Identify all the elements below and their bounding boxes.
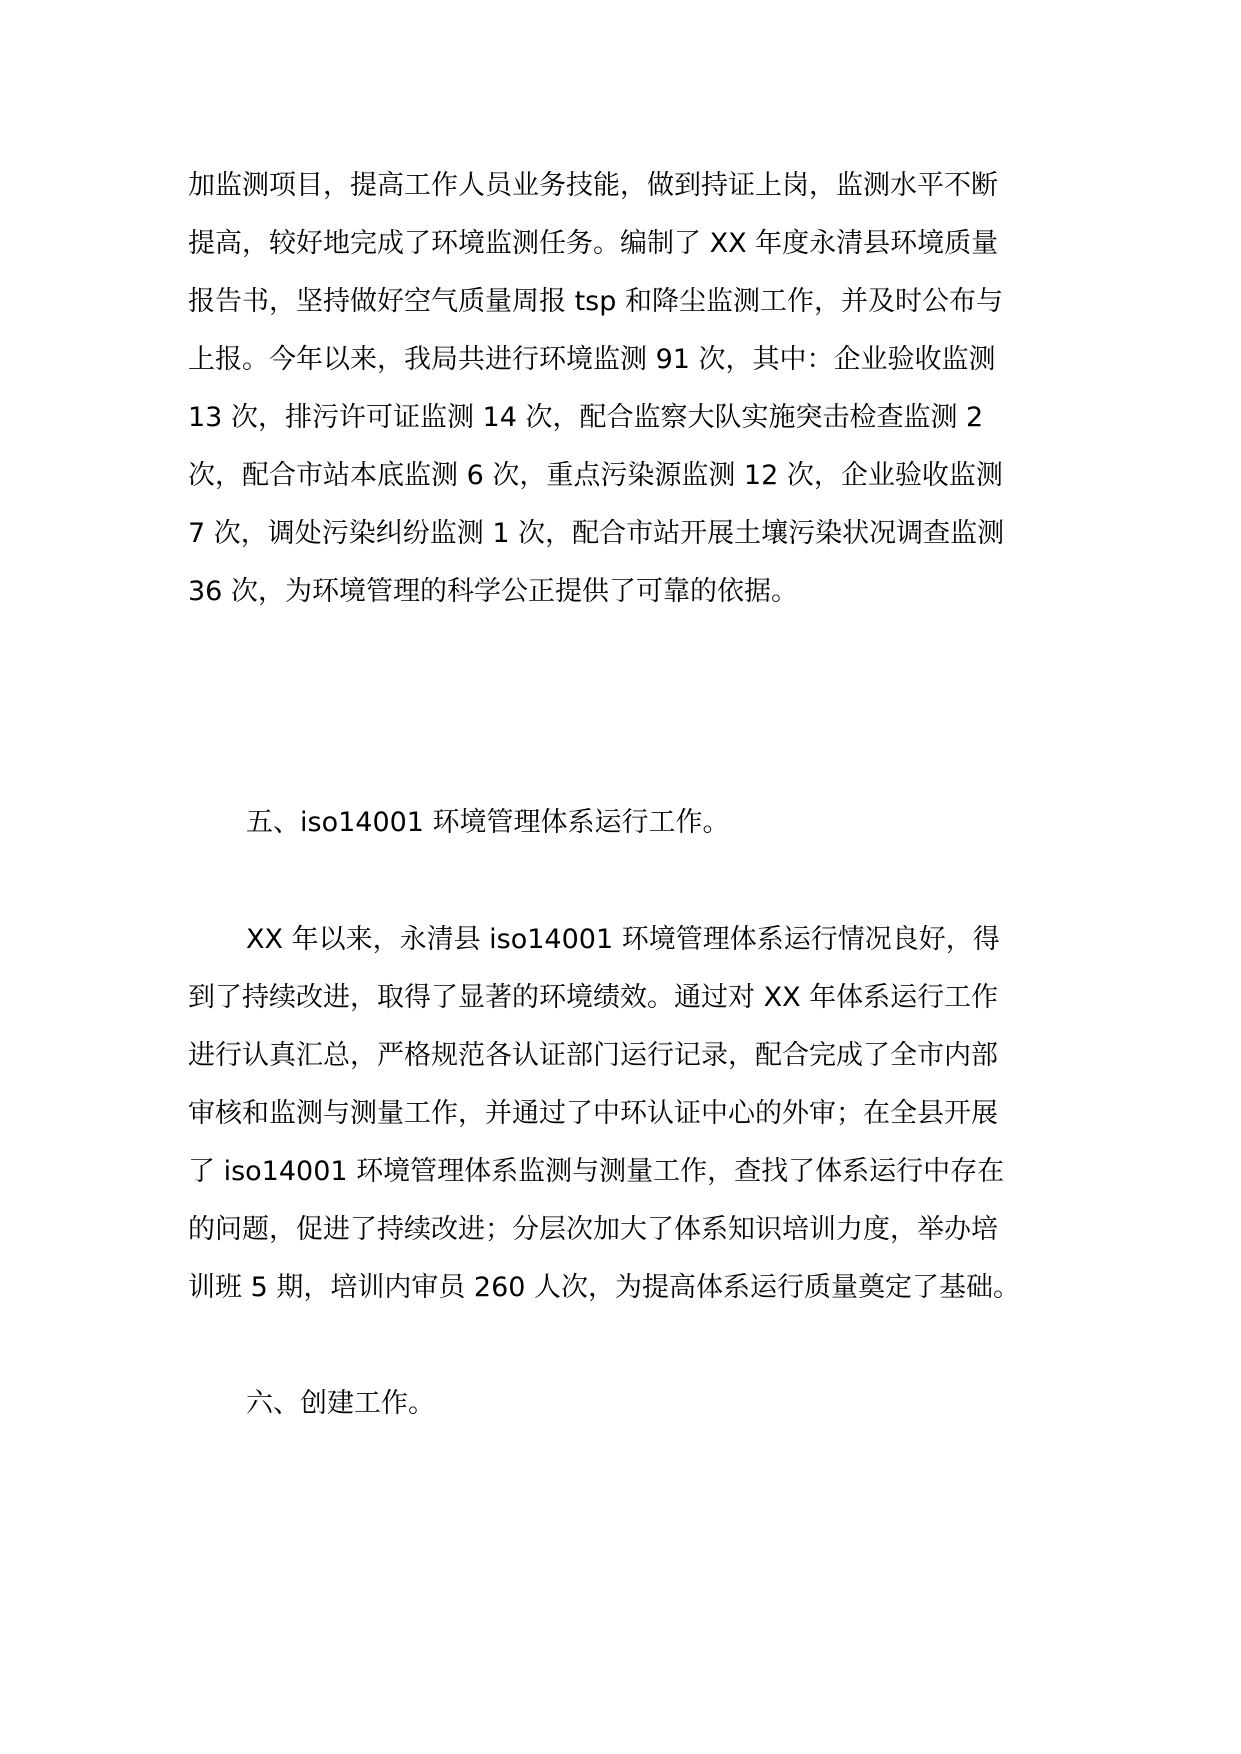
- paragraph-2-line-6: 的问题，促进了持续改进；分层次加大了体系知识培训力度，举办培: [188, 1214, 998, 1245]
- paragraph-2-line-1: XX 年以来，永清县 iso14001 环境管理体系运行情况良好，得: [246, 924, 1000, 955]
- paragraph-1-line-3: 报告书，坚持做好空气质量周报 tsp 和降尘监测工作，并及时公布与: [188, 286, 1003, 317]
- paragraph-1-line-1: 加监测项目，提高工作人员业务技能，做到持证上岗，监测水平不断: [188, 170, 998, 201]
- paragraph-2-line-4: 审核和监测与测量工作，并通过了中环认证中心的外审；在全县开展: [188, 1098, 998, 1129]
- paragraph-1-line-5: 13 次，排污许可证监测 14 次，配合监察大队实施突击检查监测 2: [188, 402, 984, 433]
- paragraph-2-line-7: 训班 5 期，培训内审员 260 人次，为提高体系运行质量奠定了基础。: [188, 1272, 1021, 1303]
- section-heading-6: 六、创建工作。: [246, 1388, 435, 1419]
- paragraph-1-line-4: 上报。今年以来，我局共进行环境监测 91 次，其中：企业验收监测: [188, 344, 996, 375]
- paragraph-1-line-7: 7 次，调处污染纠纷监测 1 次，配合市站开展土壤污染状况调查监测: [188, 518, 1005, 549]
- paragraph-1-line-2: 提高，较好地完成了环境监测任务。编制了 XX 年度永清县环境质量: [188, 228, 999, 259]
- section-heading-5: 五、iso14001 环境管理体系运行工作。: [246, 807, 730, 838]
- paragraph-1-line-6: 次，配合市站本底监测 6 次，重点污染源监测 12 次，企业验收监测: [188, 460, 1003, 491]
- paragraph-2-line-2: 到了持续改进，取得了显著的环境绩效。通过对 XX 年体系运行工作: [188, 982, 999, 1013]
- paragraph-2-line-5: 了 iso14001 环境管理体系监测与测量工作，查找了体系运行中存在: [188, 1156, 1005, 1187]
- paragraph-2-line-3: 进行认真汇总，严格规范各认证部门运行记录，配合完成了全市内部: [188, 1040, 998, 1071]
- paragraph-1-line-8: 36 次，为环境管理的科学公正提供了可靠的依据。: [188, 576, 798, 607]
